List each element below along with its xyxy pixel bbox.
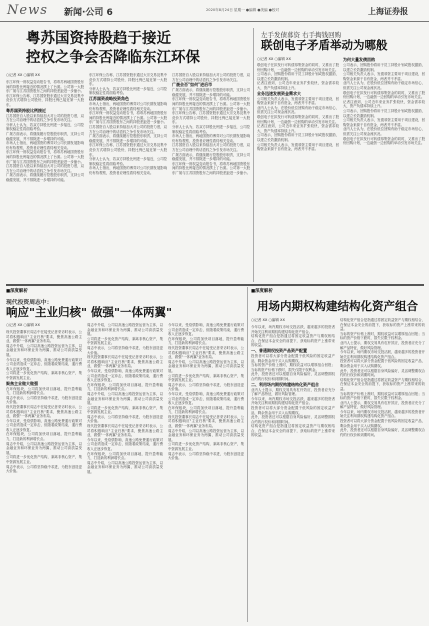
column-1: [251, 325, 335, 620]
paragraph: 记者注意到，公司近年来业务扩张较快，资金需求较大，资产负债率持续上升。: [343, 99, 425, 109]
paragraph: 今年以来，受疫情影响，高速公路免费通行政策对公司业绩造成一定冲击，但随着政策结束，通行费收入正逐步恢复。: [168, 391, 244, 406]
paragraph: 周志中表示，公司将坚持稳中求进，为股东创造更大价值。: [168, 382, 244, 392]
headline: 响应"主业归核" 做强"一体两翼": [6, 305, 172, 319]
paragraph: 周志中介绍，公司以高速公路投资运营为主体，以金融业务和环保业务为两翼，推动公司高质量发展。: [87, 323, 163, 337]
paragraph: 今年以来，受疫情影响，高速公路免费通行政策对公司业绩造成一定冲击，但随着政策结束，通行费收入正逐步恢复。: [6, 418, 82, 432]
headline: 联创电子矛盾举动为哪般: [261, 38, 388, 52]
paragraph: 公司表示，回购股份将用于员工持股计划或股权激励，以建立长效激励机制。: [343, 63, 425, 72]
paragraph: 记者注意到，公司近年来业务扩张较快，资金需求较大，资产负债率持续上升。: [257, 81, 339, 90]
byline: ○记者 XX ○编辑 XX: [251, 318, 285, 322]
paragraph: 在环保板块，公司将加快项目落地，提升盈利能力，打造新的利润增长点。: [6, 386, 82, 396]
kicker: 现代投资周志中：: [6, 300, 53, 306]
paragraph: 公司将进一步优化资产结构，剥离非核心资产，集中资源发展主业。: [6, 455, 82, 465]
story-top-left: [6, 28, 251, 280]
paragraph: 广晟方面表示，将继续履行控股股东职责，支持公司稳健发展，并不排除进一步增持的可能。: [6, 173, 84, 182]
story-bottom-right: [251, 287, 425, 622]
paragraph: 周志中介绍，公司以高速公路投资运营为主体，以金融业务和环保业务为两翼，推动公司高质量发展。: [6, 343, 82, 357]
paragraph: 周志中介绍，公司以高速公路投资运营为主体，以金融业务和环保业务为两翼，推动公司高质量发展。: [168, 359, 244, 373]
masthead: [0, 0, 429, 22]
column-1: [257, 63, 339, 279]
paragraph: 公司将进一步优化资产结构，剥离非核心资产，集中资源发展主业。: [87, 405, 163, 415]
subhead: 一、普通期权投资产品资产配置: [251, 347, 307, 353]
paragraph: 市场人士指出，两地国资的博弈对公司长期发展影响仍有待观察，投资者应理性看待相关变动。: [89, 101, 167, 111]
paragraph: 公司相关负责人表示，发债募资主要用于项目建设，回购资金来源于自有资金，两者并不矛盾。: [257, 142, 339, 152]
paragraph: 现代投资董事长周志中在接受记者采访时表示，公司将积极响应"主业归核"要求，聚焦高速公路主业，做强"一体两翼"业务布局。: [6, 330, 82, 344]
section-label: ■深度解析: [251, 289, 273, 294]
column-2: [340, 318, 425, 620]
paragraph: 公司将进一步优化资产结构，剥离非核心资产，集中资源发展主业。: [168, 373, 244, 383]
paragraph: 分析人士认为，若双方持股比例进一步接近，公司控制权稳定性将面临考验。: [89, 86, 167, 96]
paragraph: 周志中介绍，公司以高速公路投资运营为主体，以金融业务和环保业务为两翼，推动公司高质量发展。: [168, 428, 244, 442]
paragraph: 公司将进一步优化资产结构，剥离非核心资产，集中资源发展主业。: [6, 371, 82, 380]
paragraph: 广晟方面表示，将继续履行控股股东职责，支持公司稳健发展，并不排除进一步增持的可能。: [172, 88, 250, 97]
paragraph: 此外，投资者还可以根据自身风险偏好，灵活调整期权合约的行权价和到期时间。: [251, 372, 335, 381]
paragraph: 公司表示，回购股份将用于员工持股计划或股权激励，以建立长效激励机制。: [257, 72, 339, 81]
column-3: [172, 73, 250, 278]
headline-line-1: 粤苏国资持股趋于接近: [26, 30, 171, 47]
column-3: [168, 323, 244, 620]
headline: 用场内期权构建结构化资产组合: [257, 299, 418, 313]
paragraph: 公司将进一步优化资产结构，剥离非核心资产，集中资源发展主业。: [87, 336, 163, 346]
paragraph: 周志中介绍，公司以高速公路投资运营为主体，以金融业务和环保业务为两翼，推动公司高质量发展。: [87, 391, 163, 406]
paragraph: 广晟方面表示，将继续履行控股股东职责，支持公司稳健发展，并不排除进一步增持的可能。: [89, 134, 167, 143]
column-divider: [253, 28, 254, 282]
paragraph: 业内人士提示，期权交易具有杠杆效应，投资者应充分了解产品特征，做好风险管理。: [340, 400, 425, 410]
subhead: 为何大量发债回购: [343, 57, 375, 62]
paragraph: 此外，投资者还可以根据自身风险偏好，灵活调整期权合约的行权价和到期时间。: [340, 428, 425, 437]
column-1: [6, 330, 82, 620]
paragraph: 东江环保一则权益变动报告书，将粤苏两地国资股东间的持股比例接近的情况摆上了台面。公司第一大股东广晟与江苏国资股东之间的持股差距进一步缩小。: [6, 80, 84, 94]
paragraph: 现代投资董事长周志中在接受记者采访时表示，公司将积极响应"主业归核"要求，聚焦高速公路主业，做强"一体两翼"业务布局。: [168, 414, 244, 429]
paragraph: 今年以来，场内期权市场交投活跃，越来越多的投资者开始关注利用期权构建结构化资产组合。: [340, 350, 425, 359]
paragraph: 江苏国资自入股以来持续加大对公司的投资力度，双方在公司治理中的话语权之争引发市场关注。: [6, 164, 84, 173]
paragraph: 东江环保公告称，江苏国资股东通过大宗交易及集中竞价方式增持公司股份，持股比例已接近第一大股东。: [172, 111, 250, 125]
subhead: 粤苏国资持股比例接近: [6, 107, 46, 113]
paragraph: 在环保板块，公司将加快项目落地，提升盈利能力，打造新的利润增长点。: [87, 382, 163, 392]
paragraph: 结构化资产组合是指通过将固定收益资产与期权相结合，在保证本金安全的前提下，获取标的资产上涨带来的收益。: [251, 424, 335, 438]
byline: ○记者 XX ○编辑 XX: [6, 73, 40, 77]
section-title: 新闻·公司 6: [64, 8, 113, 18]
paragraph: 结构化资产组合是指通过将固定收益资产与期权相结合，在保证本金安全的前提下，获取标的资产上涨带来的收益。: [340, 377, 425, 391]
paragraph: 公司相关负责人表示，发债募资主要用于项目建设，回购资金来源于自有资金，两者并不矛盾。: [343, 118, 425, 127]
newspaper-logo: 上海证券报: [368, 6, 408, 16]
paragraph: 今年以来，受疫情影响，高速公路免费通行政策对公司业绩造成一定冲击，但随着政策结束，通行费收入正逐步恢复。: [87, 437, 163, 452]
subhead: 业务迅速发展资金需求大: [257, 90, 301, 96]
paragraph: 投资者可以将大部分资金配置于低风险的固定收益产品，剩余资金用于买入认购期权。: [340, 359, 425, 368]
section-divider: [6, 284, 424, 286]
paragraph: 公司相关负责人表示，发债募资主要用于项目建设，回购资金来源于自有资金，两者并不矛盾。: [257, 96, 339, 106]
paragraph: 在环保板块，公司将加快项目落地，提升盈利能力，打造新的利润增长点。: [6, 432, 82, 442]
paragraph: 当标的资产价格上涨时，期权收益可以增厚组合回报；当标的资产价格下跌时，损失仅限于权利金。: [340, 391, 425, 401]
paragraph: 公司将进一步优化资产结构，剥离非核心资产，集中资源发展主业。: [168, 442, 244, 452]
paragraph: 东江环保公告称，江苏国资股东通过大宗交易及集中竞价方式增持公司股份，持股比例已接近第一大股东。: [89, 73, 167, 87]
paragraph: 今年以来，受疫情影响，高速公路免费通行政策对公司业绩造成一定冲击，但随着政策结束，通行费收入正逐步恢复。: [168, 323, 244, 337]
paragraph: 今年以来，受疫情影响，高速公路免费通行政策对公司业绩造成一定冲击，但随着政策结束，通行费收入正逐步恢复。: [6, 357, 82, 371]
paragraph: 在环保板块，公司将加快项目落地，提升盈利能力，打造新的利润增长点。: [168, 405, 244, 415]
paragraph: 投资者可以将大部分资金配置于低风险的固定收益产品，剩余资金用于买入认购期权。: [251, 353, 335, 363]
column-1: [6, 80, 84, 278]
paragraph: 分析人士认为，若双方持股比例进一步接近，公司控制权稳定性将面临考验。: [172, 124, 250, 134]
date-line: 2020年8月24日 星期一 ●编辑 ●美编 ●校对: [206, 8, 280, 12]
paragraph: 东江环保一则权益变动报告书，将粤苏两地国资股东间的持股比例接近的情况摆上了台面。公司第一大股东广晟与江苏国资股东之间的持股差距进一步缩小。: [172, 97, 250, 111]
paragraph: 江苏国资自入股以来持续加大对公司的投资力度，双方在公司治理中的话语权之争引发市场关注。: [6, 113, 84, 123]
paragraph: 东江环保一则权益变动报告书，将粤苏两地国资股东间的持股比例接近的情况摆上了台面。公司第一大股东广晟与江苏国资股东之间的持股差距进一步缩小。: [6, 150, 84, 164]
paragraph: 此外，投资者还可以根据自身风险偏好，灵活调整期权合约的行权价和到期时间。: [251, 415, 335, 424]
paragraph: 结构化资产组合是指通过将固定收益资产与期权相结合，在保证本金安全的前提下，获取标的资产上涨带来的收益。: [251, 334, 335, 348]
column-divider: [247, 287, 248, 622]
paragraph: 周志中介绍，公司以高速公路投资运营为主体，以金融业务和环保业务为两翼，推动公司高质量发展。: [87, 460, 163, 474]
paragraph: 公司表示，回购股份将用于员工持股计划或股权激励，以建立长效激励机制。: [257, 133, 339, 142]
paragraph: 东江环保一则权益变动报告书，将粤苏两地国资股东间的持股比例接近的情况摆上了台面。公司第一大股东广晟与江苏国资股东之间的持股差距进一步缩小。: [89, 111, 167, 125]
paragraph: 分析人士认为，若双方持股比例进一步接近，公司控制权稳定性将面临考验。: [6, 122, 84, 132]
paragraph: 江苏国资自入股以来持续加大对公司的投资力度，双方在公司治理中的话语权之争引发市场关注。: [89, 124, 167, 134]
byline: ○记者 XX ○编辑 XX: [6, 323, 40, 327]
paragraph: 市场人士指出，两地国资的博弈对公司长期发展影响仍有待观察，投资者应理性看待相关变动。: [89, 166, 167, 175]
paragraph: 业内人士认为，在股价低位回购有助于稳定市场信心，但需关注公司现金流状况。: [343, 81, 425, 90]
paragraph: 联创电子在拟发行可转债募集资金的同时，又推出了股份回购计划，一边融资一边回购的举动引发市场关注。: [343, 136, 425, 146]
paragraph: 联创电子在拟发行可转债募集资金的同时，又推出了股份回购计划，一边融资一边回购的举动引发市场关注。: [343, 90, 425, 100]
paragraph: 公司相关负责人表示，发债募资主要用于项目建设，回购资金来源于自有资金，两者并不矛盾。: [343, 72, 425, 81]
paragraph: 东江环保公告称，江苏国资股东通过大宗交易及集中竞价方式增持公司股份，持股比例已接近第一大股东。: [89, 143, 167, 157]
section-label: ■深度解析: [6, 289, 28, 294]
byline: ○记者 XX ○编辑 XX: [257, 57, 291, 61]
paragraph: 公司表示，回购股份将用于员工持股计划或股权激励，以建立长效激励机制。: [343, 108, 425, 118]
paragraph: 今年以来，场内期权市场交投活跃，越来越多的投资者开始关注利用期权构建结构化资产组合。: [251, 396, 335, 406]
paragraph: 市场人士指出，两地国资的博弈对公司长期发展影响仍有待观察，投资者应理性看待相关变动。: [6, 141, 84, 150]
paragraph: 江苏国资自入股以来持续加大对公司的投资力度，双方在公司治理中的话语权之争引发市场关注。: [172, 73, 250, 82]
paragraph: 周志中表示，公司将坚持稳中求进，为股东创造更大价值。: [168, 451, 244, 461]
paragraph: 业内人士认为，在股价低位回购有助于稳定市场信心，但需关注公司现金流状况。: [343, 127, 425, 136]
headline-line-2: 控权之争会否降临东江环保: [26, 49, 200, 66]
paragraph: 今年以来，场内期权市场交投活跃，越来越多的投资者开始关注利用期权构建结构化资产组合。: [340, 409, 425, 419]
paragraph: 投资者可以将大部分资金配置于低风险的固定收益产品，剩余资金用于买入认购期权。: [251, 405, 335, 415]
column-2: [343, 57, 425, 279]
paragraph: 周志中表示，公司将坚持稳中求进，为股东创造更大价值。: [6, 395, 82, 405]
paragraph: 业内人士认为，在股价低位回购有助于稳定市场信心，但需关注公司现金流状况。: [257, 105, 339, 115]
paragraph: 广晟方面表示，将继续履行控股股东职责，支持公司稳健发展，并不排除进一步增持的可能。: [6, 131, 84, 141]
story-bottom-left: [6, 287, 244, 622]
column-2: [89, 73, 167, 278]
paragraph: 现代投资董事长周志中在接受记者采访时表示，公司将积极响应"主业归核"要求，聚焦高速公路主业，做强"一体两翼"业务布局。: [168, 345, 244, 360]
paragraph: 联创电子在拟发行可转债募集资金的同时，又推出了股份回购计划，一边融资一边回购的举动引发市场关注。: [257, 63, 339, 72]
paragraph: 东江环保一则权益变动报告书，将粤苏两地国资股东间的持股比例接近的情况摆上了台面。公司第一大股东广晟与江苏国资股东之间的持股差距进一步缩小。: [172, 161, 250, 175]
paragraph: 业内人士提示，期权交易具有杠杆效应，投资者应充分了解产品特征，做好风险管理。: [340, 340, 425, 350]
paragraph: 周志中表示，公司将坚持稳中求进，为股东创造更大价值。: [87, 345, 163, 355]
column-2: [87, 323, 163, 620]
paragraph: 联创电子在拟发行可转债募集资金的同时，又推出了股份回购计划，一边融资一边回购的举动引发市场关注。: [257, 114, 339, 124]
paragraph: 在环保板块，公司将加快项目落地，提升盈利能力，打造新的利润增长点。: [87, 451, 163, 461]
paragraph: 今年以来，场内期权市场交投活跃，越来越多的投资者开始关注利用期权构建结构化资产组合。: [251, 325, 335, 334]
paragraph: 周志中介绍，公司以高速公路投资运营为主体，以金融业务和环保业务为两翼，推动公司高质量发展。: [6, 441, 82, 455]
subhead: 聚焦主业做大做强: [6, 380, 38, 386]
kicker: 左手发债募资 右手掏钱回购: [261, 31, 342, 39]
paragraph: 记者注意到，公司近年来业务扩张较快，资金需求较大，资产负债率持续上升。: [257, 124, 339, 133]
news-logo: News: [7, 3, 48, 18]
paragraph: 投资者可以将大部分资金配置于低风险的固定收益产品，剩余资金用于买入认购期权。: [340, 419, 425, 428]
subhead: 二、利用场内期权构建结构化资产组合: [251, 381, 319, 387]
paragraph: 现代投资董事长周志中在接受记者采访时表示，公司将积极响应"主业归核"要求，聚焦高速公路主业，做强"一体两翼"业务布局。: [87, 424, 163, 438]
paragraph: 结构化资产组合是指通过将固定收益资产与期权相结合，在保证本金安全的前提下，获取标的资产上涨带来的收益。: [340, 318, 425, 332]
paragraph: 周志中表示，公司将坚持稳中求进，为股东创造更大价值。: [6, 464, 82, 474]
paragraph: 当标的资产价格上涨时，期权收益可以增厚组合回报；当标的资产价格下跌时，损失仅限于权利金。: [251, 363, 335, 372]
paragraph: 江苏国资自入股以来持续加大对公司的投资力度，双方在公司治理中的话语权之争引发市场关注。: [172, 143, 250, 152]
subhead: 广晟会否"如何"进后市: [172, 82, 213, 88]
paragraph: 业内人士提示，期权交易具有杠杆效应，投资者应充分了解产品特征，做好风险管理。: [251, 387, 335, 397]
paragraph: 今年以来，受疫情影响，高速公路免费通行政策对公司业绩造成一定冲击，但随着政策结束，通行费收入正逐步恢复。: [87, 368, 163, 383]
subhead: 江苏国资战略投资角色: [89, 95, 129, 101]
story-top-right: [257, 28, 425, 280]
paragraph: 现代投资董事长周志中在接受记者采访时表示，公司将积极响应"主业归核"要求，聚焦高速公路主业，做强"一体两翼"业务布局。: [87, 355, 163, 369]
paragraph: 在环保板块，公司将加快项目落地，提升盈利能力，打造新的利润增长点。: [168, 336, 244, 346]
paragraph: 当标的资产价格上涨时，期权收益可以增厚组合回报；当标的资产价格下跌时，损失仅限于权利金。: [340, 331, 425, 341]
paragraph: 广晟方面表示，将继续履行控股股东职责，支持公司稳健发展，并不排除进一步增持的可能。: [172, 152, 250, 162]
paragraph: 此外，投资者还可以根据自身风险偏好，灵活调整期权合约的行权价和到期时间。: [340, 368, 425, 378]
paragraph: 分析人士认为，若双方持股比例进一步接近，公司控制权稳定性将面临考验。: [89, 157, 167, 166]
paragraph: 东江环保公告称，江苏国资股东通过大宗交易及集中竞价方式增持公司股份，持股比例已接近第一大股东。: [6, 93, 84, 107]
paragraph: 周志中表示，公司将坚持稳中求进，为股东创造更大价值。: [87, 414, 163, 424]
paragraph: 市场人士指出，两地国资的博弈对公司长期发展影响仍有待观察，投资者应理性看待相关变动。: [172, 134, 250, 143]
paragraph: 现代投资董事长周志中在接受记者采访时表示，公司将积极响应"主业归核"要求，聚焦高速公路主业，做强"一体两翼"业务布局。: [6, 404, 82, 419]
